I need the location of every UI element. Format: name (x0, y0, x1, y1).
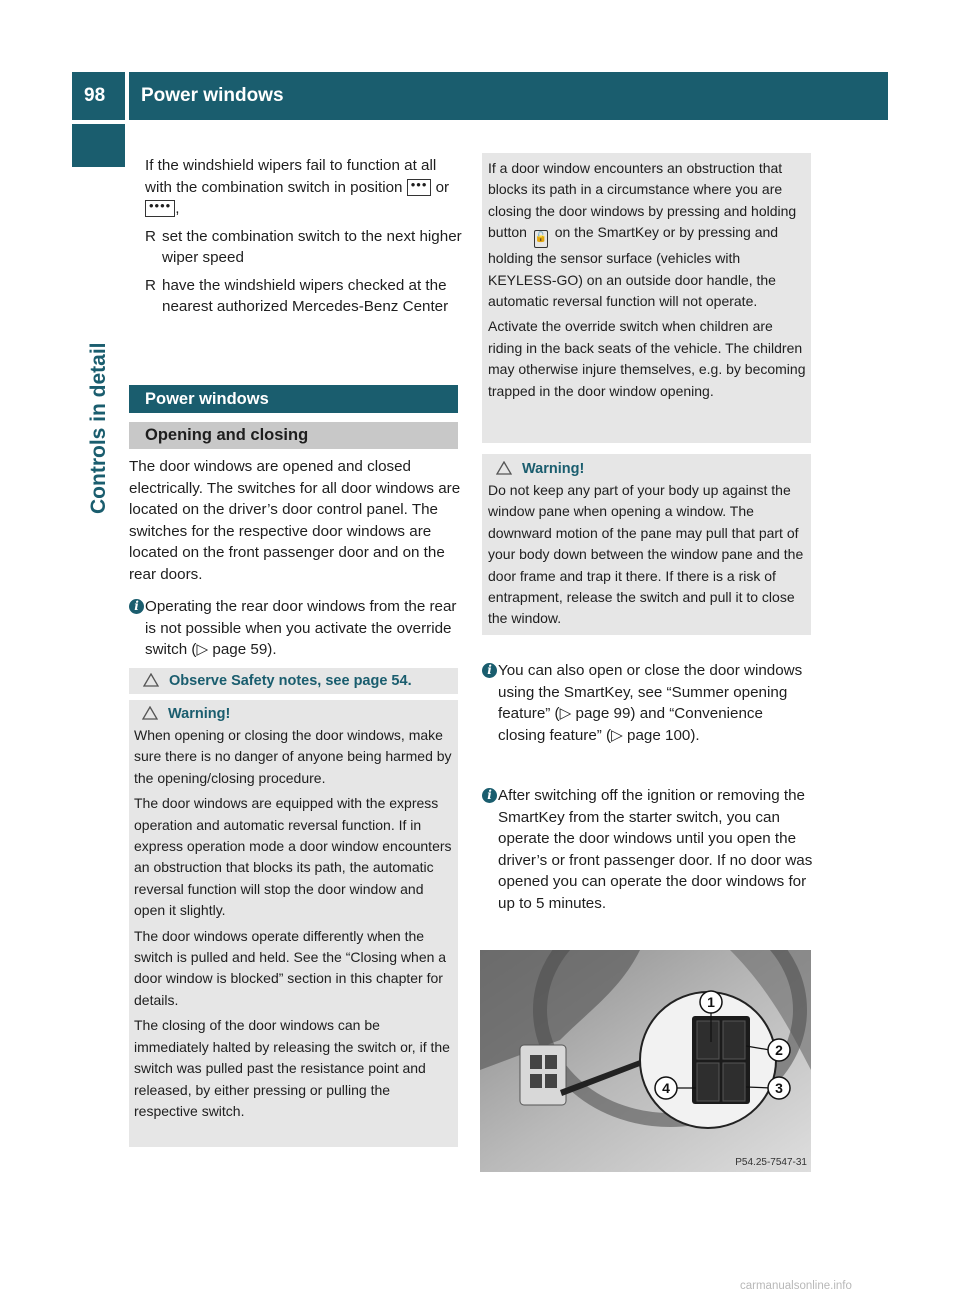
warning-content (134, 703, 456, 1126)
svg-text:4: 4 (662, 1080, 670, 1096)
subsection-heading-text: Opening and closing (145, 426, 309, 444)
bullet-marker: R (145, 276, 156, 294)
warning-triangle-icon (143, 673, 159, 687)
info-note-ignition (482, 785, 814, 914)
door-switch-photo (480, 950, 811, 1172)
intro-paragraph: The door windows are opened and closed electrically. The switches for all door windows are located on the driver’s door control panel. The switches for the respective door windows are located on the front passenger door and on the rear doors. (129, 458, 461, 583)
warning-triangle-icon (142, 706, 158, 720)
warning-title-text: Warning! (168, 706, 231, 722)
section-heading-text: Power windows (145, 390, 269, 408)
info-icon: i (129, 599, 144, 614)
wiper-key-1: ••• (407, 179, 432, 196)
obstruction-paragraph (488, 158, 810, 312)
page-title: Power windows (141, 85, 284, 106)
wiper-key-2: •••• (145, 200, 175, 217)
photo-code: P54.25-7547-31 (735, 1157, 807, 1168)
side-chapter-label: Controls in detail (87, 342, 110, 514)
warning-title-text: Warning! (522, 461, 585, 477)
warning-content-2 (488, 458, 810, 630)
subsection-heading (129, 422, 458, 449)
comma: , (175, 200, 180, 217)
callout-3 (768, 1077, 790, 1099)
page-number: 98 (84, 85, 106, 106)
info-note-text: You can also open or close the door windows using the SmartKey, see “Summer opening feature” (▷ page 99) and “Convenience closing feature” (▷ page 100). (498, 662, 803, 744)
callout-4 (655, 1077, 677, 1099)
svg-text:1: 1 (707, 994, 715, 1010)
warning-paragraph: The closing of the door windows can be immediately halted by releasing the switch or, if the switch was pulled past the resistance point and released, by either pressing or pulling the respective switch. (134, 1017, 450, 1119)
override-paragraph: Activate the override switch when children are riding in the back seats of the vehicle. The children may otherwise injure themselves, e.g. by becoming trapped in the door window opening. (488, 318, 806, 399)
warning-title (496, 458, 810, 480)
info-note-text: After switching off the ignition or removing the SmartKey from the starter switch, you can operate the door windows until you open the driver’s or front passenger door. If no door was opened you can operate the door windows for up to 5 minutes. (498, 787, 813, 912)
bullet-item (145, 275, 463, 318)
lead-text: If the windshield wipers fail to function at all with the combination switch in position (145, 157, 437, 196)
callout-2 (768, 1039, 790, 1061)
bullet-text: have the windshield wipers checked at the nearest authorized Mercedes-Benz Center (162, 276, 449, 315)
obstruction-text-b: on the SmartKey or by pressing and holding the sensor surface (vehicles with KEYLESS-GO) on an outside door handle, the automatic reversal function will not operate. (488, 224, 779, 310)
bullet-text: set the combination switch to the next higher wiper speed (162, 227, 462, 266)
callout-1 (700, 991, 722, 1013)
wiper-note (145, 155, 463, 318)
warning-paragraph: Do not keep any part of your body up against the window pane when opening a window. The downward motion of the pane may pull that part of your body down between the window pane and the door frame and trap it there. If there is a risk of entrapment, release the switch and pull it to close the window. (488, 482, 804, 627)
warning-paragraph: When opening or closing the door windows, make sure there is no danger of anyone being harmed by the opening/closing procedure. (134, 727, 452, 786)
observe-text: Observe Safety notes, see page 54. (169, 673, 412, 689)
section-heading (129, 385, 458, 413)
obstruction-text-a: If a door window encounters an obstruction that blocks its path in a circumstance where you are closing the door windows by pressing and holding button (488, 160, 797, 241)
info-note-override (129, 596, 459, 661)
svg-text:2: 2 (775, 1042, 783, 1058)
info-note-text: Operating the rear door windows from the rear is not possible when you activate the override switch (▷ page 59). (145, 598, 457, 658)
bullet-marker: R (145, 227, 156, 245)
info-note-smartkey (482, 660, 812, 746)
obstruction-note (488, 158, 810, 406)
footer-site-watermark: carmanualsonline.info (740, 1280, 852, 1292)
warning-paragraph: The door windows are equipped with the express operation and automatic reversal function. If in express operation mode a door window encounters an obstruction that blocks its path, the automatic reversal function will stop the door window and open it slightly. (134, 795, 452, 919)
smartkey-lock-button-icon: 🔓 (534, 230, 548, 248)
info-icon: i (482, 663, 497, 678)
observe-safety-note (143, 670, 412, 692)
wiper-note-text (145, 155, 463, 220)
warning-paragraph: The door windows operate differently when the switch is pulled and held. See the “Closing when a door window is blocked” section in this chapter for details. (134, 927, 447, 1008)
warning-triangle-icon (496, 461, 512, 475)
or-text: or (435, 178, 450, 196)
bullet-item (145, 226, 463, 269)
info-icon: i (482, 788, 497, 803)
warning-title (142, 703, 456, 725)
svg-text:3: 3 (775, 1080, 783, 1096)
